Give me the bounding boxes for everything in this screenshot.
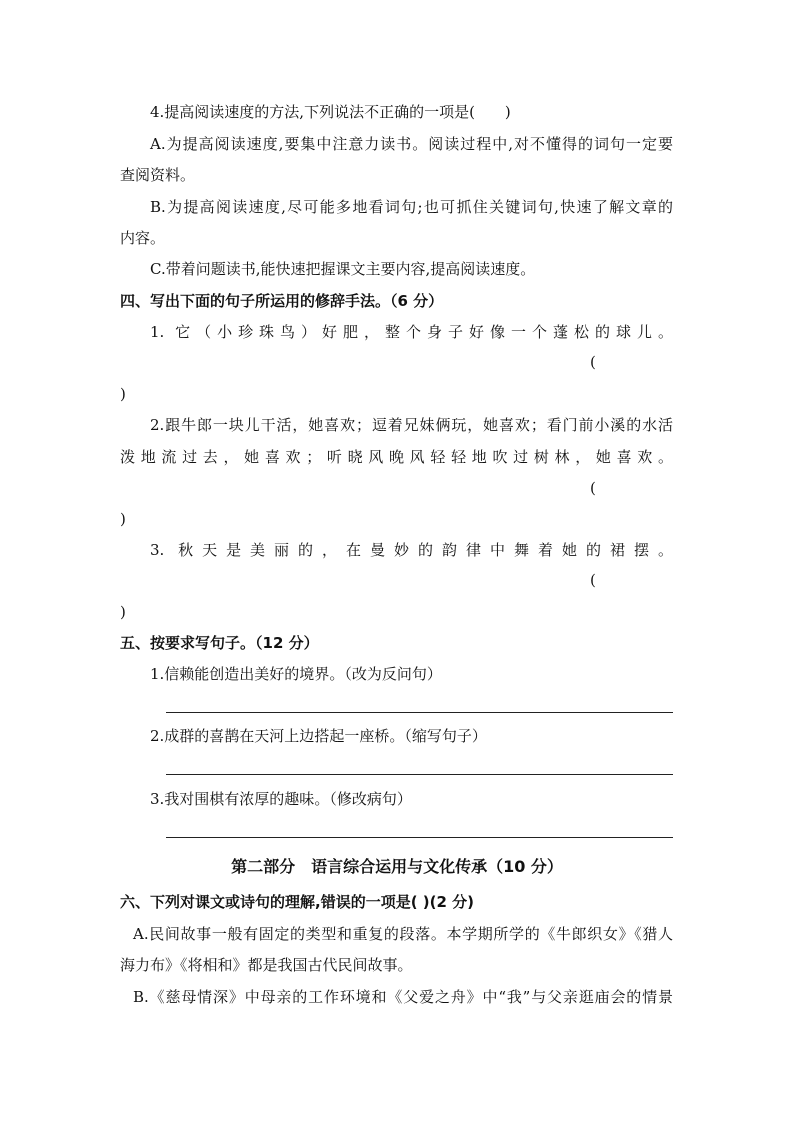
answer-paren-open-2: ( [590,479,596,497]
section-6-option-b-line1: B.《慈母情深》中母亲的工作环境和《父爱之舟》中“我”与父亲逛庙会的情景 [133,988,673,1006]
answer-paren-close-3: ) [120,603,126,621]
section-6-title: 六、下列对课文或诗句的理解,错误的一项是( )(2 分) [120,893,475,911]
answer-line-2[interactable] [166,774,673,775]
section-4-title: 四、写出下面的句子所运用的修辞手法。（6 分） [120,292,444,310]
q4-option-c: C.带着问题读书,能快速把握课文主要内容,提高阅读速度。 [150,260,536,278]
section-4-question-2-line2: 泼地流过去，她喜欢；听晓风晚风轻轻地吹过树林，她喜欢。 [120,448,673,466]
answer-paren-close-2: ) [120,510,126,528]
answer-line-1[interactable] [166,712,673,713]
section-4-question-3: 3. 秋天是美丽的，在曼妙的韵律中舞着她的裙摆。 [150,541,673,559]
section-5-title: 五、按要求写句子。（12 分） [120,634,319,652]
section-6-option-a-line2: 海力布》《将相和》都是我国古代民间故事。 [120,956,413,974]
answer-paren-open-3: ( [590,571,596,589]
part-2-heading: 第二部分 语言综合运用与文化传承（10 分） [231,857,563,876]
answer-paren-close-1: ) [120,385,126,403]
section-6-option-a-line1: A.民间故事一般有固定的类型和重复的段落。本学期所学的《牛郎织女》《猎人 [133,925,673,943]
section-4-question-1: 1. 它（小珍珠鸟）好肥，整个身子好像一个蓬松的球儿。 [150,323,673,341]
q4-option-b-line1: B.为提高阅读速度,尽可能多地看词句;也可抓住关键词句,快速了解文章的 [150,198,673,216]
question-4-stem: 4.提高阅读速度的方法,下列说法不正确的一项是( ) [150,103,511,121]
q4-option-a-line1: A.为提高阅读速度,要集中注意力读书。阅读过程中,对不懂得的词句一定要 [150,135,673,153]
q4-option-b-line2: 内容。 [120,229,166,247]
section-5-question-2: 2.成群的喜鹊在天河上边搭起一座桥。（缩写句子） [150,727,487,745]
answer-paren-open-1: ( [590,353,596,371]
answer-line-3[interactable] [166,837,673,838]
q4-option-a-line2: 查阅资料。 [120,166,196,184]
section-5-question-3: 3.我对围棋有浓厚的趣味。（修改病句） [150,790,412,808]
section-4-question-2-line1: 2.跟牛郎一块儿干活，她喜欢；逗着兄妹俩玩，她喜欢；看门前小溪的水活 [150,416,673,434]
section-5-question-1: 1.信赖能创造出美好的境界。（改为反问句） [150,665,442,683]
